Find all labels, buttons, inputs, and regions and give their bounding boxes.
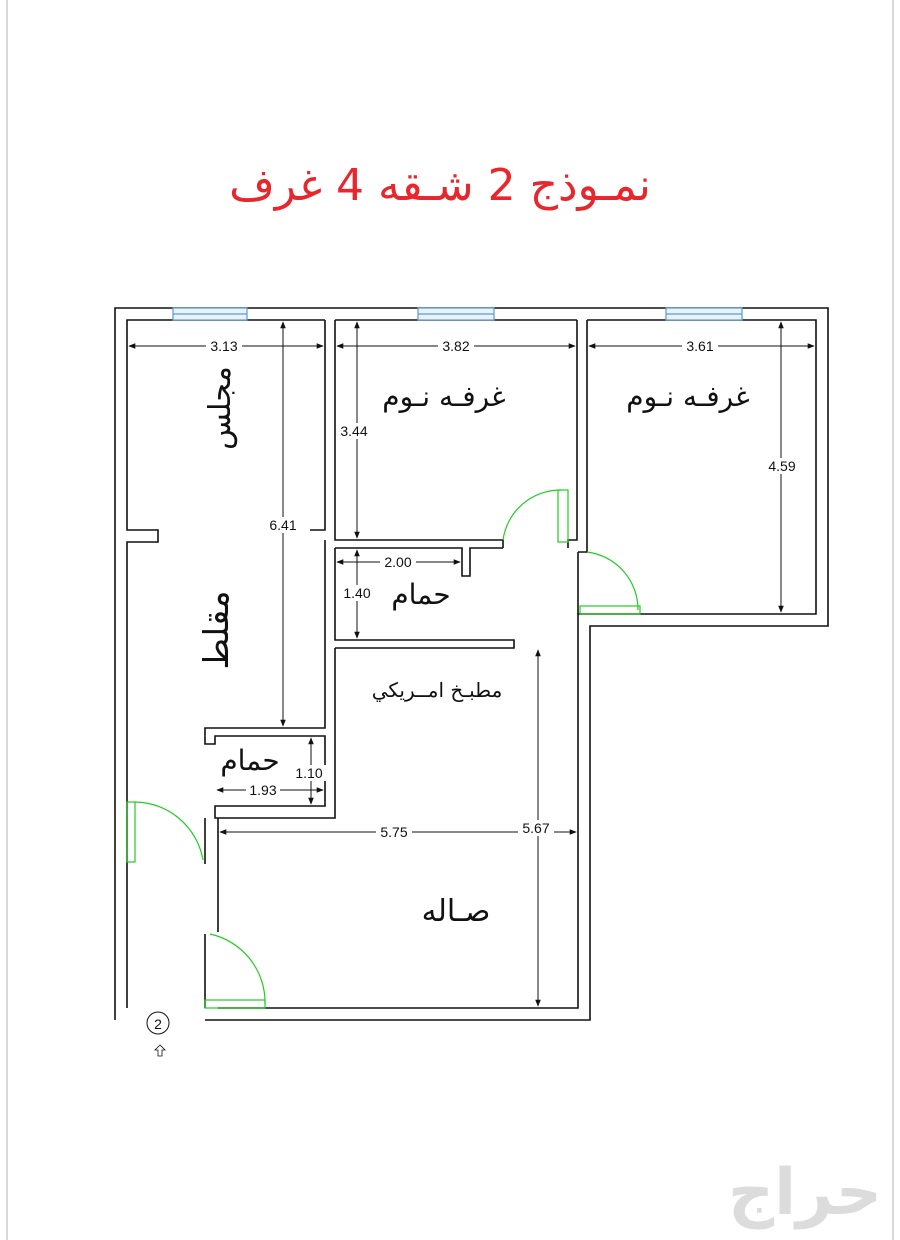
dim-bedroom1-width: 3.82 [442, 338, 470, 354]
dimension-labels [206, 338, 800, 840]
room-hall-label: صـاله [421, 894, 491, 929]
arrow-up-icon [155, 1045, 165, 1056]
dim-majlis-width: 3.13 [210, 338, 238, 354]
dim-bath2-width: 1.93 [249, 782, 277, 798]
dim-bedroom2-width: 3.61 [686, 338, 714, 354]
dim-majlis-maqlat-depth: 6.41 [269, 517, 297, 533]
door-bedroom-2 [587, 552, 638, 610]
dim-bath1-depth: 1.40 [343, 585, 371, 601]
door-bedroom-1 [503, 490, 561, 540]
room-bath-1-label: حمام [391, 578, 451, 611]
dim-bath2-depth: 1.10 [295, 765, 323, 781]
partition-majlis [310, 320, 325, 530]
dim-bedroom1-depth: 3.44 [340, 423, 368, 439]
door-entrance-2 [210, 934, 265, 1004]
dim-bedroom2-depth: 4.59 [768, 458, 796, 474]
plan-title: نمـوذج 2 شـقه 4 غرف [229, 160, 651, 211]
room-bedroom-2-label: غرفـه نـوم [626, 380, 750, 413]
site-watermark [728, 1156, 882, 1230]
dim-hall-width: 5.75 [380, 824, 408, 840]
room-bedroom-1-label: غرفـه نـوم [382, 380, 506, 413]
room-maqlat-label: مقلط [197, 590, 237, 670]
room-kitchen-label: مطبـخ امــريكي [371, 678, 503, 702]
room-bath-2-label: حمام [220, 744, 280, 777]
room-majlis-label: مجلس [203, 366, 238, 450]
watermark-logo: حراج [728, 1156, 882, 1230]
section-marker-label: 2 [154, 1016, 162, 1032]
section-marker [147, 1012, 169, 1056]
dim-hall-depth: 5.67 [522, 820, 550, 836]
windows [173, 308, 742, 320]
door-entrance-1 [135, 802, 203, 860]
dim-bath1-width: 2.00 [384, 554, 412, 570]
